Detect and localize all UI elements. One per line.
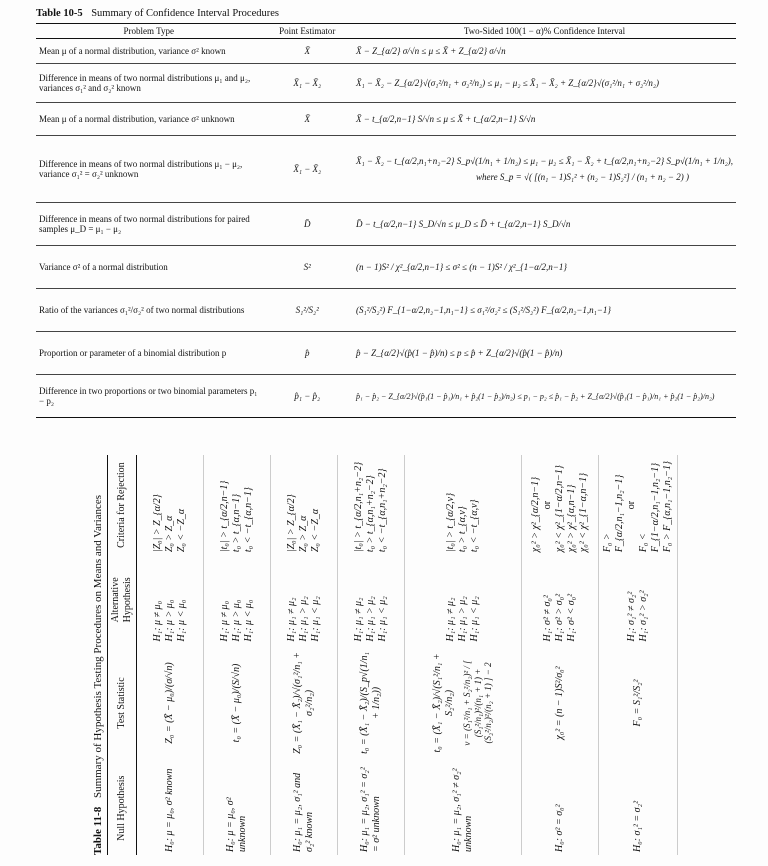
null-cell: H₀: σ₁² = σ₂² xyxy=(599,761,678,855)
table-row xyxy=(36,375,736,418)
interval-cell: X̄ − Z_{α/2} σ/√n ≤ μ ≤ X̄ + Z_{α/2} σ/√n xyxy=(353,39,736,64)
interval-cell: X̄ − t_{α/2,n−1} S/√n ≤ μ ≤ X̄ + t_{α/2,n−1} S/√n xyxy=(353,103,736,136)
alt-cell xyxy=(599,555,678,644)
estimator-cell: S² xyxy=(262,246,354,289)
estimator-cell: D̄ xyxy=(262,203,354,246)
ht-table xyxy=(107,455,678,855)
crit-item: t₀ < −t_{α,n−1} xyxy=(243,487,254,553)
alt-item: H₁: μ ≠ μ₀ xyxy=(219,600,230,642)
alt-item: H₁: σ₁² ≠ σ₂² xyxy=(626,591,637,642)
table-row xyxy=(36,332,736,375)
header-problem-type: Problem Type xyxy=(123,26,174,36)
table-row xyxy=(599,455,678,855)
interval-cell xyxy=(353,136,736,203)
alt-cell xyxy=(204,555,271,644)
crit-item: |t₀| > t_{α/2,n₁+n₂−2} xyxy=(353,461,364,553)
stat-cell: Z₀ = (X̄ − μ₀)/(σ/√n) xyxy=(137,644,204,761)
null-cell: H₀: μ = μ₀, σ² unknown xyxy=(204,761,271,855)
table-row xyxy=(36,64,736,103)
crit-item: Z₀ > Z_α xyxy=(298,515,309,553)
null-cell: H₀: μ₁ = μ₂, σ₁² = σ₂² = σ² unknown xyxy=(338,761,405,855)
interval-cell: D̄ − t_{α/2,n−1} S_D/√n ≤ μ_D ≤ D̄ + t_{α/2,n−1} S_D/√n xyxy=(353,203,736,246)
crit-item: t₀ > t_{α,n−1} xyxy=(231,493,242,553)
crit-cell xyxy=(137,455,204,555)
estimator-cell: X̄ xyxy=(262,39,354,64)
crit-cell xyxy=(405,455,522,555)
table-row xyxy=(338,455,405,855)
crit-item: χ₀² > χ²_{α/2,n−1} xyxy=(530,476,541,553)
crit-cell xyxy=(522,455,599,555)
interval-cell: (S₁²/S₂²) F_{1−α/2,n₂−1,n₁−1} ≤ σ₁²/σ₂² ≤ (S₁²/S₂²) F_{α/2,n₂−1,n₁−1} xyxy=(353,289,736,332)
problem-cell: Difference in means of two normal distributions μ₁ and μ₂, variances σ₁² and σ₂² known xyxy=(36,64,262,103)
alt-item: H₁: μ₁ ≠ μ₂ xyxy=(353,597,364,642)
crit-item: χ₀² < χ²_{1−α/2,n−1} xyxy=(554,465,565,553)
crit-item: Z₀ > Z_α xyxy=(164,515,175,553)
table-row xyxy=(36,246,736,289)
estimator-cell: p̂ xyxy=(262,332,354,375)
alt-cell xyxy=(271,555,338,644)
estimator-cell: S₁²/S₂² xyxy=(262,289,354,332)
crit-item: |t₀| > t_{α/2,v} xyxy=(445,492,456,553)
null-cell: H₀: σ² = σ₀² xyxy=(522,761,599,855)
alt-cell xyxy=(522,555,599,644)
alt-item: H₁: μ₁ > μ₂ xyxy=(298,596,309,642)
estimator-cell: X̄₁ − X̄₂ xyxy=(262,136,354,203)
stat-cell: F₀ = S₁²/S₂² xyxy=(599,644,678,761)
header-test-statistic: Test Statistic xyxy=(116,677,127,729)
crit-cell xyxy=(271,455,338,555)
df-formula: v = (S₁²/n₁ + S₂²/n₂)² / [ (S₁²/n₁)²/(n₁ + 1) + (S₂²/n₂)²/(n₂ + 1) ] − 2 xyxy=(461,660,494,746)
problem-cell: Difference in two proportions or two binomial parameters p₁ − p₂ xyxy=(36,375,262,418)
table-row xyxy=(36,289,736,332)
table-row xyxy=(522,455,599,855)
header-point-estimator: Point Estimator xyxy=(279,26,336,36)
alt-item: H₁: μ > μ₀ xyxy=(164,599,175,642)
interval-cell: X̄₁ − X̄₂ − Z_{α/2}√(σ₁²/n₁ + σ₂²/n₂) ≤ μ₁ − μ₂ ≤ X̄₁ − X̄₂ + Z_{α/2}√(σ₁²/n₁ + σ₂²/n₂) xyxy=(353,64,736,103)
hypothesis-testing-table xyxy=(90,455,700,855)
alt-item: H₁: μ₁ ≠ μ₂ xyxy=(445,597,456,642)
crit-item: t₀ < −t_{α,v} xyxy=(469,499,480,553)
stat-cell: χ₀² = (n − 1)S²/σ₀² xyxy=(522,644,599,761)
crit-item: Z₀ < −Z_α xyxy=(310,508,321,553)
stat-formula: t₀ = (X̄₁ − X̄₂)/√(S₁²/n₁ + S₂²/n₂) xyxy=(431,653,455,753)
alt-item: H₁: μ₁ ≠ μ₂ xyxy=(286,597,297,642)
table-row xyxy=(204,455,271,855)
crit-item: F₀ < F_{1−α/2,n₁−1,n₂−1} xyxy=(638,462,661,553)
table-caption xyxy=(90,455,107,855)
confidence-interval-table xyxy=(36,8,736,418)
table-number: Table 11-8 xyxy=(92,806,104,855)
crit-item: |t₀| > t_{α/2,n−1} xyxy=(219,480,230,553)
estimator-cell: X̄ xyxy=(262,103,354,136)
crit-item: t₀ > t_{α,v} xyxy=(457,506,468,553)
alt-item: H₁: μ₁ < μ₂ xyxy=(469,596,480,642)
problem-cell: Difference in means of two normal distributions for paired samples μ_D = μ₁ − μ₂ xyxy=(36,203,262,246)
header-row xyxy=(108,455,137,855)
crit-item: Z₀ < −Z_α xyxy=(176,508,187,553)
header-null-hypothesis: Null Hypothesis xyxy=(116,775,127,841)
pooled-sd-formula: where S_p = √( [(n₁ − 1)S₁² + (n₂ − 1)S₂²] / (n₁ + n₂ − 2) ) xyxy=(476,172,689,183)
table-caption xyxy=(36,8,736,19)
table-row xyxy=(137,455,204,855)
problem-cell: Mean μ of a normal distribution, variance σ² known xyxy=(36,39,262,64)
interval-cell: (n − 1)S² / χ²_{α/2,n−1} ≤ σ² ≤ (n − 1)S² / χ²_{1−α/2,n−1} xyxy=(353,246,736,289)
crit-item: χ₀² > χ²_{α,n−1} xyxy=(566,484,577,553)
alt-item: H₁: μ₁ > μ₂ xyxy=(457,596,468,642)
estimator-cell: p̂₁ − p̂₂ xyxy=(262,375,354,418)
alt-cell xyxy=(338,555,405,644)
alt-item: H₁: σ² ≠ σ₀² xyxy=(542,595,553,642)
stat-cell: t₀ = (X̄ − μ₀)/(S/√n) xyxy=(204,644,271,761)
table-row xyxy=(36,203,736,246)
alt-cell xyxy=(137,555,204,644)
problem-cell: Difference in means of two normal distributions μ₁ − μ₂, variance σ₁² = σ₂² unknown xyxy=(36,136,262,203)
crit-cell xyxy=(338,455,405,555)
crit-cell xyxy=(599,455,678,555)
crit-item: F₀ > F_{α,n₁−1,n₂−1} xyxy=(662,461,673,553)
crit-item: |Z₀| > Z_{α/2} xyxy=(286,494,297,553)
alt-cell xyxy=(405,555,522,644)
interval-cell: p̂ − Z_{α/2}√(p̂(1 − p̂)/n) ≤ p ≤ p̂ + Z_{α/2}√(p̂(1 − p̂)/n) xyxy=(353,332,736,375)
crit-item: t₀ > t_{α,n₁+n₂−2} xyxy=(365,475,376,553)
stat-cell: Z₀ = (X̄₁ − X̄₂)/√(σ₁²/n₁ + σ₂²/n₂) xyxy=(271,644,338,761)
estimator-cell: X̄₁ − X̄₂ xyxy=(262,64,354,103)
ci-table xyxy=(36,23,736,418)
stat-cell: t₀ = (X̄₁ − X̄₂)/(S_p√(1/n₁ + 1/n₂)) xyxy=(338,644,405,761)
crit-cell xyxy=(204,455,271,555)
interval-formula: X̄₁ − X̄₂ − t_{α/2,n₁+n₂−2} S_p√(1/n₁ + 1/n₂) ≤ μ₁ − μ₂ ≤ X̄₁ − X̄₂ + t_{α/2,n₁+n₂−2} S_p√(1/n₁ + 1/n₂), xyxy=(356,156,733,166)
crit-item: or xyxy=(542,500,553,510)
crit-item: F₀ > F_{α/2,n₁−1,n₂−1} xyxy=(602,474,625,553)
alt-item: H₁: μ < μ₀ xyxy=(176,599,187,642)
table-row xyxy=(36,103,736,136)
alt-item: H₁: μ < μ₀ xyxy=(243,599,254,642)
problem-cell: Ratio of the variances σ₁²/σ₂² of two normal distributions xyxy=(36,289,262,332)
alt-item: H₁: σ² > σ₀² xyxy=(554,593,565,642)
table-title: Summary of Confidence Interval Procedures xyxy=(91,8,279,19)
table-row xyxy=(36,136,736,203)
problem-cell: Variance σ² of a normal distribution xyxy=(36,246,262,289)
crit-item: or xyxy=(626,500,637,510)
table-title: Summary of Hypothesis Testing Procedures on Means and Variances xyxy=(92,494,104,799)
null-cell: H₀: μ₁ = μ₂, σ₁² ≠ σ₂² unknown xyxy=(405,761,522,855)
alt-item: H₁: σ₁² > σ₂² xyxy=(638,590,649,642)
null-cell: H₀: μ₁ = μ₂, σ₁² and σ₂² known xyxy=(271,761,338,855)
table-row xyxy=(271,455,338,855)
header-criteria-rejection: Criteria for Rejection xyxy=(116,462,127,548)
alt-item: H₁: σ² < σ₀² xyxy=(566,593,577,642)
interval-cell: p̂₁ − p̂₂ − Z_{α/2}√(p̂₁(1 − p̂₁)/n₁ + p̂₂(1 − p̂₂)/n₂) ≤ p₁ − p₂ ≤ p̂₁ − p̂₂ + Z_{α/2}√(p̂₁(1 − p̂₁)/n₁ + p̂₂(1 − p̂₂)/n₂) xyxy=(353,375,736,418)
alt-item: H₁: μ > μ₀ xyxy=(231,599,242,642)
null-cell: H₀: μ = μ₀, σ² known xyxy=(137,761,204,855)
alt-item: H₁: μ ≠ μ₀ xyxy=(152,600,163,642)
problem-cell: Mean μ of a normal distribution, variance σ² unknown xyxy=(36,103,262,136)
header-row xyxy=(36,24,736,39)
stat-cell xyxy=(405,644,522,761)
table-row xyxy=(405,455,522,855)
table-row xyxy=(36,39,736,64)
header-confidence-interval: Two-Sided 100(1 − α)% Confidence Interval xyxy=(463,26,626,36)
crit-item: t₀ < −t_{α,n₁+n₂−2} xyxy=(377,468,388,553)
alt-item: H₁: μ₁ > μ₂ xyxy=(365,596,376,642)
crit-item: χ₀² < χ²_{1−α,n−1} xyxy=(578,472,589,553)
alt-item: H₁: μ₁ < μ₂ xyxy=(310,596,321,642)
problem-cell: Proportion or parameter of a binomial distribution p xyxy=(36,332,262,375)
crit-item: |Z₀| > Z_{α/2} xyxy=(152,494,163,553)
hypothesis-table-region xyxy=(90,455,700,855)
header-alternative-hypothesis: Alternative Hypothesis xyxy=(110,577,133,623)
table-number: Table 10-5 xyxy=(36,8,83,19)
alt-item: H₁: μ₁ < μ₂ xyxy=(377,596,388,642)
